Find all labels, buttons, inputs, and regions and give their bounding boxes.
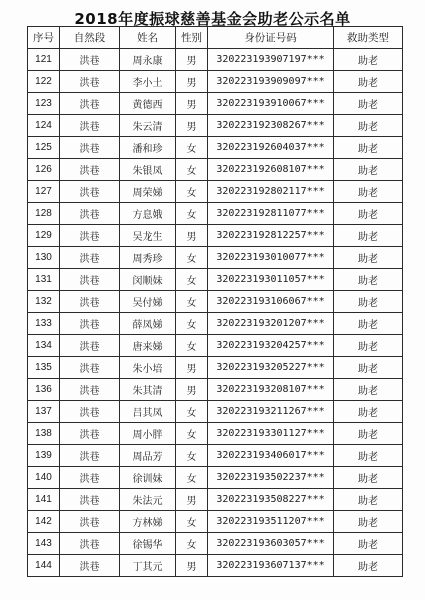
cell-serial: 123 xyxy=(28,93,60,115)
cell-gender: 女 xyxy=(176,423,208,445)
cell-aid-type: 助老 xyxy=(334,137,403,159)
cell-section: 洪巷 xyxy=(60,511,120,533)
cell-name: 周品芳 xyxy=(120,445,176,467)
cell-id-number: 320223193909097*** xyxy=(208,71,334,93)
cell-name: 黄德西 xyxy=(120,93,176,115)
cell-section: 洪巷 xyxy=(60,335,120,357)
cell-gender: 男 xyxy=(176,71,208,93)
table-row xyxy=(28,291,403,313)
cell-name: 吴龙生 xyxy=(120,225,176,247)
cell-aid-type: 助老 xyxy=(334,269,403,291)
cell-aid-type: 助老 xyxy=(334,467,403,489)
cell-name: 朱小培 xyxy=(120,357,176,379)
cell-section: 洪巷 xyxy=(60,555,120,577)
cell-aid-type: 助老 xyxy=(334,379,403,401)
header-gender: 性别 xyxy=(176,27,208,49)
table-row xyxy=(28,49,403,71)
cell-name: 周秀珍 xyxy=(120,247,176,269)
cell-gender: 女 xyxy=(176,137,208,159)
cell-serial: 134 xyxy=(28,335,60,357)
cell-section: 洪巷 xyxy=(60,467,120,489)
cell-aid-type: 助老 xyxy=(334,115,403,137)
cell-serial: 136 xyxy=(28,379,60,401)
cell-serial: 142 xyxy=(28,511,60,533)
table-row xyxy=(28,203,403,225)
cell-name: 徐锡华 xyxy=(120,533,176,555)
cell-id-number: 320223192604037*** xyxy=(208,137,334,159)
cell-id-number: 320223193502237*** xyxy=(208,467,334,489)
table-row xyxy=(28,379,403,401)
cell-gender: 女 xyxy=(176,203,208,225)
cell-gender: 女 xyxy=(176,467,208,489)
cell-gender: 女 xyxy=(176,511,208,533)
cell-name: 朱云清 xyxy=(120,115,176,137)
table-row xyxy=(28,489,403,511)
cell-id-number: 320223193010077*** xyxy=(208,247,334,269)
cell-section: 洪巷 xyxy=(60,247,120,269)
cell-name: 朱银凤 xyxy=(120,159,176,181)
header-aid-type: 救助类型 xyxy=(334,27,403,49)
cell-serial: 128 xyxy=(28,203,60,225)
table-row xyxy=(28,357,403,379)
cell-id-number: 320223192811077*** xyxy=(208,203,334,225)
cell-section: 洪巷 xyxy=(60,313,120,335)
cell-section: 洪巷 xyxy=(60,203,120,225)
cell-name: 朱其清 xyxy=(120,379,176,401)
cell-section: 洪巷 xyxy=(60,225,120,247)
cell-serial: 133 xyxy=(28,313,60,335)
cell-aid-type: 助老 xyxy=(334,291,403,313)
cell-section: 洪巷 xyxy=(60,49,120,71)
page-title: 2018年度振球慈善基金会助老公示名单 xyxy=(74,10,351,28)
cell-name: 徐训妹 xyxy=(120,467,176,489)
cell-id-number: 320223192802117*** xyxy=(208,181,334,203)
cell-gender: 男 xyxy=(176,555,208,577)
cell-aid-type: 助老 xyxy=(334,335,403,357)
cell-serial: 127 xyxy=(28,181,60,203)
table-row xyxy=(28,115,403,137)
cell-id-number: 320223193907197*** xyxy=(208,49,334,71)
cell-name: 闵顺妹 xyxy=(120,269,176,291)
cell-aid-type: 助老 xyxy=(334,489,403,511)
cell-id-number: 320223193603057*** xyxy=(208,533,334,555)
cell-section: 洪巷 xyxy=(60,489,120,511)
header-name: 姓名 xyxy=(120,27,176,49)
cell-name: 吕其凤 xyxy=(120,401,176,423)
cell-section: 洪巷 xyxy=(60,445,120,467)
cell-id-number: 320223193106067*** xyxy=(208,291,334,313)
cell-aid-type: 助老 xyxy=(334,555,403,577)
cell-section: 洪巷 xyxy=(60,533,120,555)
cell-name: 薛凤娣 xyxy=(120,313,176,335)
cell-section: 洪巷 xyxy=(60,401,120,423)
cell-name: 周荣娣 xyxy=(120,181,176,203)
cell-id-number: 320223193208107*** xyxy=(208,379,334,401)
cell-name: 李小土 xyxy=(120,71,176,93)
cell-section: 洪巷 xyxy=(60,423,120,445)
table-row xyxy=(28,247,403,269)
cell-name: 方息娥 xyxy=(120,203,176,225)
cell-serial: 125 xyxy=(28,137,60,159)
cell-section: 洪巷 xyxy=(60,115,120,137)
cell-gender: 女 xyxy=(176,269,208,291)
cell-gender: 男 xyxy=(176,49,208,71)
table-row xyxy=(28,93,403,115)
cell-section: 洪巷 xyxy=(60,379,120,401)
cell-serial: 129 xyxy=(28,225,60,247)
cell-aid-type: 助老 xyxy=(334,247,403,269)
cell-id-number: 320223193607137*** xyxy=(208,555,334,577)
header-id-number: 身份证号码 xyxy=(208,27,334,49)
cell-name: 吴付娣 xyxy=(120,291,176,313)
cell-aid-type: 助老 xyxy=(334,533,403,555)
cell-id-number: 320223193201207*** xyxy=(208,313,334,335)
cell-id-number: 320223193011057*** xyxy=(208,269,334,291)
cell-serial: 135 xyxy=(28,357,60,379)
cell-id-number: 320223193511207*** xyxy=(208,511,334,533)
cell-serial: 138 xyxy=(28,423,60,445)
cell-name: 唐来娣 xyxy=(120,335,176,357)
cell-gender: 女 xyxy=(176,291,208,313)
cell-serial: 124 xyxy=(28,115,60,137)
table-row xyxy=(28,225,403,247)
cell-name: 朱法元 xyxy=(120,489,176,511)
cell-gender: 男 xyxy=(176,379,208,401)
cell-name: 周永康 xyxy=(120,49,176,71)
cell-gender: 女 xyxy=(176,335,208,357)
cell-gender: 女 xyxy=(176,159,208,181)
cell-name: 丁其元 xyxy=(120,555,176,577)
cell-section: 洪巷 xyxy=(60,137,120,159)
table-row xyxy=(28,401,403,423)
header-section: 自然段 xyxy=(60,27,120,49)
cell-aid-type: 助老 xyxy=(334,49,403,71)
cell-serial: 140 xyxy=(28,467,60,489)
table-row xyxy=(28,159,403,181)
cell-section: 洪巷 xyxy=(60,357,120,379)
cell-serial: 143 xyxy=(28,533,60,555)
cell-aid-type: 助老 xyxy=(334,71,403,93)
cell-aid-type: 助老 xyxy=(334,313,403,335)
cell-gender: 女 xyxy=(176,181,208,203)
cell-gender: 女 xyxy=(176,401,208,423)
cell-id-number: 320223193406017*** xyxy=(208,445,334,467)
cell-gender: 男 xyxy=(176,115,208,137)
cell-serial: 132 xyxy=(28,291,60,313)
table-row xyxy=(28,467,403,489)
table-row xyxy=(28,137,403,159)
table-row xyxy=(28,313,403,335)
cell-aid-type: 助老 xyxy=(334,159,403,181)
cell-gender: 男 xyxy=(176,93,208,115)
cell-serial: 126 xyxy=(28,159,60,181)
cell-section: 洪巷 xyxy=(60,159,120,181)
cell-name: 周小胖 xyxy=(120,423,176,445)
cell-gender: 女 xyxy=(176,533,208,555)
cell-aid-type: 助老 xyxy=(334,93,403,115)
cell-id-number: 320223193301127*** xyxy=(208,423,334,445)
cell-gender: 男 xyxy=(176,357,208,379)
cell-gender: 男 xyxy=(176,225,208,247)
cell-aid-type: 助老 xyxy=(334,225,403,247)
cell-id-number: 320223193910067*** xyxy=(208,93,334,115)
table-row xyxy=(28,335,403,357)
cell-gender: 女 xyxy=(176,445,208,467)
cell-serial: 137 xyxy=(28,401,60,423)
cell-id-number: 320223192308267*** xyxy=(208,115,334,137)
cell-section: 洪巷 xyxy=(60,269,120,291)
cell-section: 洪巷 xyxy=(60,93,120,115)
table-body xyxy=(28,49,403,577)
cell-serial: 131 xyxy=(28,269,60,291)
cell-id-number: 320223193508227*** xyxy=(208,489,334,511)
cell-section: 洪巷 xyxy=(60,181,120,203)
cell-gender: 女 xyxy=(176,313,208,335)
cell-gender: 男 xyxy=(176,489,208,511)
cell-name: 潘和珍 xyxy=(120,137,176,159)
cell-serial: 141 xyxy=(28,489,60,511)
cell-serial: 122 xyxy=(28,71,60,93)
table-row xyxy=(28,511,403,533)
cell-serial: 144 xyxy=(28,555,60,577)
header-serial: 序号 xyxy=(28,27,60,49)
cell-gender: 女 xyxy=(176,247,208,269)
cell-aid-type: 助老 xyxy=(334,181,403,203)
cell-serial: 130 xyxy=(28,247,60,269)
cell-id-number: 320223193205227*** xyxy=(208,357,334,379)
cell-id-number: 320223192812257*** xyxy=(208,225,334,247)
cell-id-number: 320223193211267*** xyxy=(208,401,334,423)
table-row xyxy=(28,555,403,577)
table-row xyxy=(28,445,403,467)
cell-aid-type: 助老 xyxy=(334,203,403,225)
cell-name: 方林娣 xyxy=(120,511,176,533)
table-header-row xyxy=(28,27,403,49)
cell-serial: 139 xyxy=(28,445,60,467)
cell-section: 洪巷 xyxy=(60,291,120,313)
cell-aid-type: 助老 xyxy=(334,357,403,379)
cell-aid-type: 助老 xyxy=(334,445,403,467)
cell-section: 洪巷 xyxy=(60,71,120,93)
table-row xyxy=(28,71,403,93)
table-row xyxy=(28,181,403,203)
cell-id-number: 320223192608107*** xyxy=(208,159,334,181)
table-row xyxy=(28,533,403,555)
cell-aid-type: 助老 xyxy=(334,401,403,423)
table-row xyxy=(28,269,403,291)
cell-aid-type: 助老 xyxy=(334,511,403,533)
cell-id-number: 320223193204257*** xyxy=(208,335,334,357)
roster-table xyxy=(27,26,403,577)
cell-serial: 121 xyxy=(28,49,60,71)
table-row xyxy=(28,423,403,445)
cell-aid-type: 助老 xyxy=(334,423,403,445)
